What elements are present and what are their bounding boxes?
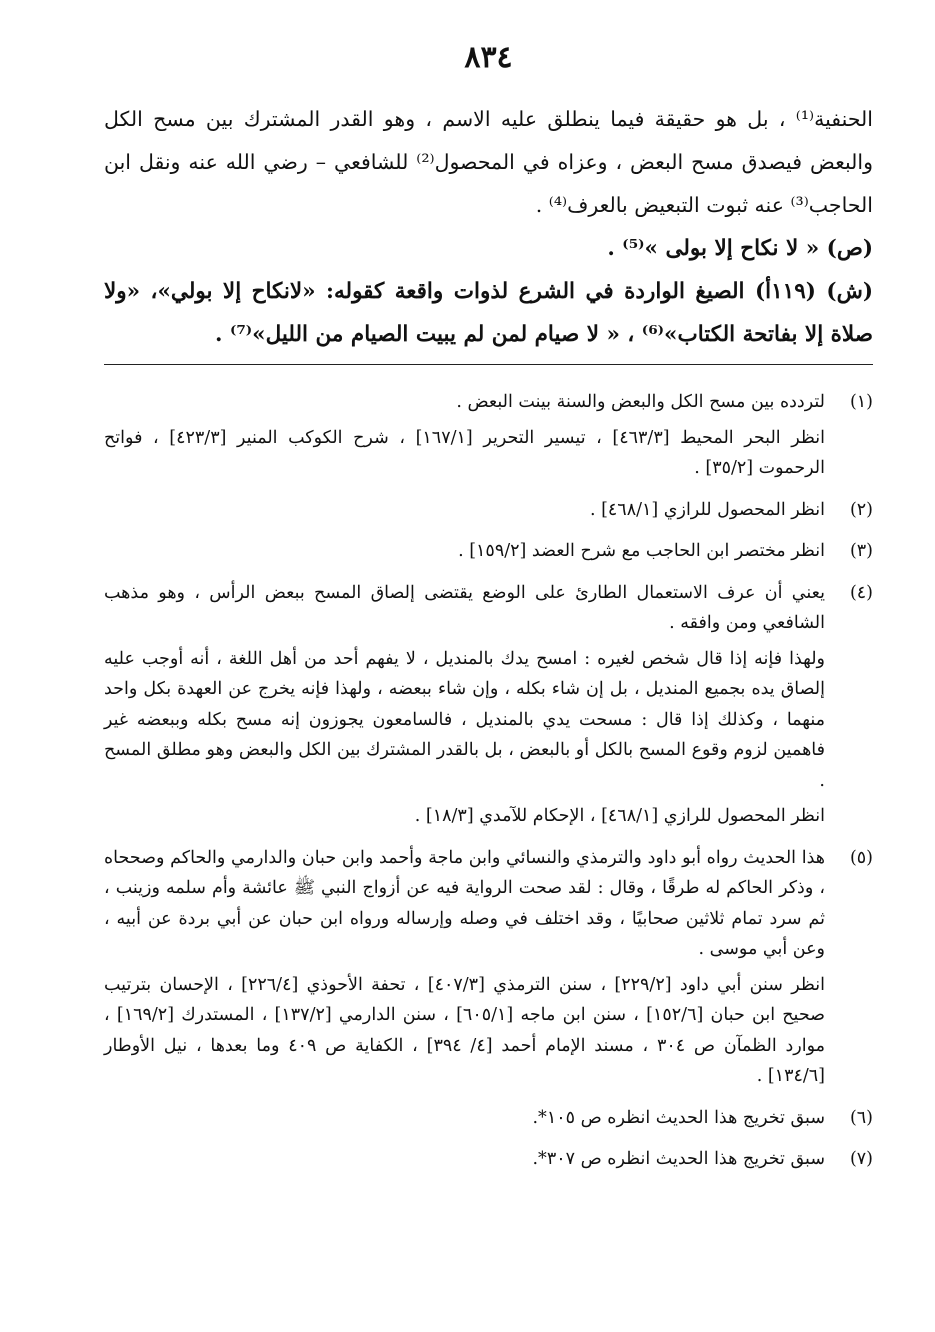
footnote-text: سبق تخريج هذا الحديث انظره ص ٣٠٧*.	[532, 1149, 825, 1169]
footnote-text: يعني أن عرف الاستعمال الطارئ على الوضع يقتضى إلصاق المسح ببعض الرأس ، وهو مذهب الشافعي ومن وافقه .	[104, 582, 825, 633]
footnote-text: انظر سنن أبي داود [٢٢٩/٢] ، سنن الترمذي [٤٠٧/٣] ، تحفة الأحوذي [٢٢٦/٤] ، الإحسان بترتيب صحيح ابن حبان [١٥٢/٦] ، سنن ابن ماجه [٦٠٥/١] ، سنن الدارمي [١٣٧/٢] ، المستدرك [١٦٩/٢] ، موارد الظمآن ص ٣٠٤ ، مسند الإمام أحمد [٤/ ٣٩٤] ، الكفاية ص ٤٠٩ وما بعدها ، نيل الأوطار [١٣٤/٦] .	[104, 974, 826, 1086]
footnote-divider	[104, 364, 873, 365]
footnote-number: (٥)	[849, 847, 873, 868]
footnote-7	[104, 1144, 873, 1180]
footnote-number: (٦)	[849, 1107, 873, 1128]
footnote-number: (٤)	[849, 582, 873, 603]
footnote-4	[104, 578, 873, 837]
footnote-number: (٢)	[849, 499, 873, 520]
footnote-text: هذا الحديث رواه أبو داود والترمذي والنسائي وابن ماجة وأحمد وابن حبان والدارمي والحاكم وصححاه ، وذكر الحاكم له طرقًا ، وقال : لقد صحت الرواية فيه عن أزواج النبي ﷺ عائشة وأم سلمه وزينب ، ثم سرد تمام ثلاثين صحابيًا ، وقد اختلف في وصله وإرساله ورواه ابن حبان عن أبي بردة عن أبيه ، وعن أبي موسى .	[104, 847, 825, 959]
footnote-number: (٣)	[849, 541, 873, 561]
footnote-3	[104, 536, 873, 572]
main-paragraph-1: الحنفية⁽¹⁾ ، بل هو حقيقة فيما ينطلق عليه الاسم ، وهو القدر المشترك بين مسح الكل والبعض فيصدق مسح البعض ، وعزاه في المحصول⁽²⁾ للشافعي – رضي الله عنه ونقل ابن الحاجب⁽³⁾ عنه ثبوت التبعيض بالعرف⁽⁴⁾ .	[104, 107, 873, 217]
main-text	[104, 98, 873, 356]
footnote-6	[104, 1103, 873, 1139]
sharh-paragraph: (ش) (١١٩أ) الصيغ الواردة في الشرع لذوات واقعة كقوله: «لانكاح إلا بولي»، «ولا صلاة إلا بفاتحة الكتاب»⁽⁶⁾ ، « لا صيام لمن لم يبيت الصيام من الليل»⁽⁷⁾ .	[104, 279, 873, 347]
footnote-text: لتردده بين مسح الكل والبعض والسنة بينت البعض .	[456, 392, 825, 412]
footnotes	[104, 387, 873, 1180]
footnote-number: (١)	[849, 392, 873, 412]
footnote-number: (٧)	[849, 1149, 873, 1169]
footnote-text: انظر مختصر ابن الحاجب مع شرح العضد [١٥٩/٢] .	[458, 541, 825, 561]
matn-quote: (ص) « لا نكاح إلا بولى »⁽⁵⁾ .	[607, 236, 873, 261]
footnote-text: انظر البحر المحيط [٤٦٣/٣] ، تيسير التحرير [١٦٧/١] ، شرح الكوكب المنير [٤٢٣/٣] ، فواتح الرحموت [٣٥/٢] .	[104, 427, 825, 478]
footnote-text: انظر المحصول للرازي [٤٦٨/١] .	[589, 499, 825, 520]
page-number: ٨٣٤	[464, 40, 513, 75]
footnote-2	[104, 495, 873, 531]
footnote-text: سبق تخريج هذا الحديث انظره ص ١٠٥*.	[532, 1107, 825, 1128]
footnote-text: انظر المحصول للرازي [٤٦٨/١] ، الإحكام للآمدي [١٨/٣] .	[414, 806, 825, 826]
footnote-1	[104, 387, 873, 489]
footnote-5	[104, 843, 873, 1097]
footnote-text: ولهذا فإنه إذا قال شخص لغيره : امسح يدك بالمنديل ، لا يفهم أحد من أهل اللغة ، أنه أوجب عليه إلصاق يده بجميع المنديل ، بل إن شاء بكله ، وإن شاء ببعضه ، ولهذا فإنه يخرج عن العهدة بكل واحد منهما ، وكذلك إذا قال : مسحت يدي بالمنديل ، فالسامعون يجوزون إنه مسح بكله وببعضه غير فاهمين لزوم وقوع المسح بالكل أو بالبعض ، بل بالقدر المشترك بين الكل والبعض وهو مطلق المسح .	[104, 648, 825, 791]
